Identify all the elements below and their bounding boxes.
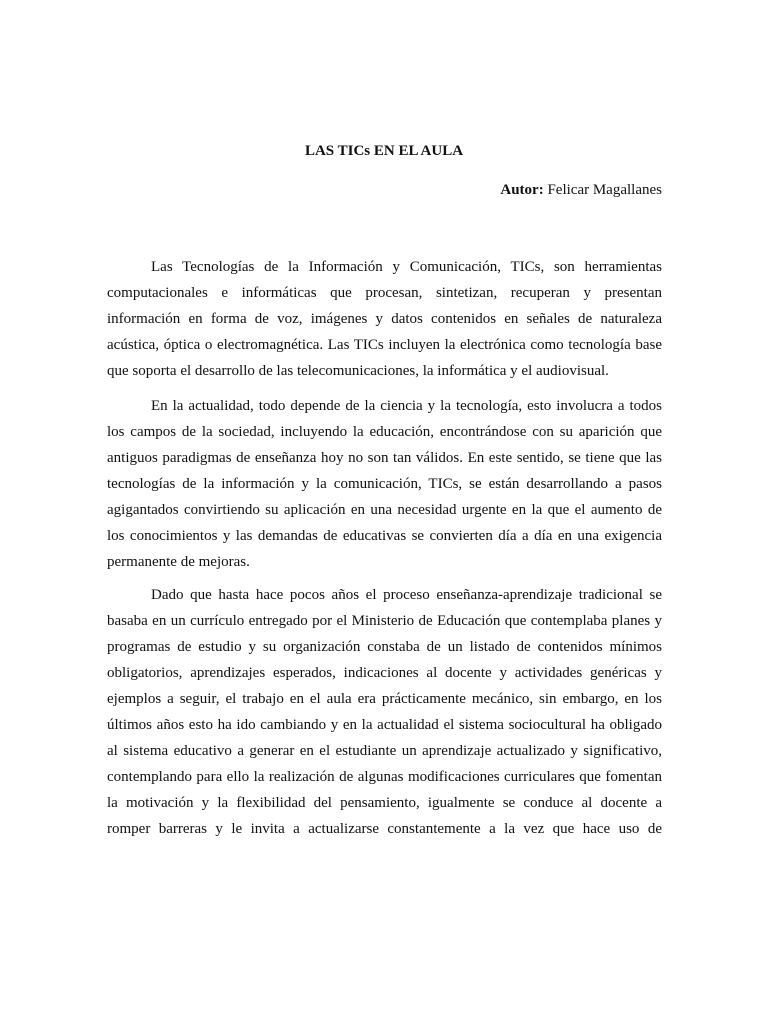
paragraph-line: agigantados convirtiendo su aplicación en una necesidad urgente en la que el aumento de	[107, 502, 662, 518]
paragraph-line: al sistema educativo a generar en el estudiante un aprendizaje actualizado y significativo,	[107, 743, 662, 759]
paragraph-line: información en forma de voz, imágenes y datos contenidos en señales de naturaleza	[107, 311, 662, 327]
paragraph-line: ejemplos a seguir, el trabajo en el aula era prácticamente mecánico, sin embargo, en los	[107, 691, 662, 707]
author-label: Autor:	[500, 182, 544, 198]
paragraph-2	[107, 393, 662, 575]
paragraph-line: Dado que hasta hace pocos años el proceso enseñanza-aprendizaje tradicional se	[151, 587, 662, 603]
paragraph-line: los campos de la sociedad, incluyendo la educación, encontrándose con su aparición que	[107, 424, 662, 440]
paragraph-line: programas de estudio y su organización constaba de un listado de contenidos mínimos	[107, 639, 662, 655]
author-name: Felicar Magallanes	[547, 182, 662, 198]
paragraph-line: obligatorios, aprendizajes esperados, indicaciones al docente y actividades genéricas y	[107, 665, 662, 681]
paragraph-line: los conocimientos y las demandas de educativas se convierten día a día en una exigencia	[107, 528, 662, 544]
paragraph-line: romper barreras y le invita a actualizarse constantemente a la vez que hace uso de	[107, 821, 662, 837]
paragraph-3	[107, 582, 662, 842]
document-title: LAS TICs EN EL AULA	[304, 143, 464, 159]
paragraph-line: Las Tecnologías de la Información y Comunicación, TICs, son herramientas	[151, 259, 662, 275]
paragraph-line: últimos años esto ha ido cambiando y en la actualidad el sistema sociocultural ha obligado	[107, 717, 662, 733]
paragraph-line: que soporta el desarrollo de las telecomunicaciones, la informática y el audiovisual.	[107, 363, 609, 379]
paragraph-line: antiguos paradigmas de enseñanza hoy no son tan válidos. En este sentido, se tiene que las	[107, 450, 662, 466]
author-line	[500, 180, 662, 200]
paragraph-line: contemplando para ello la realización de algunas modificaciones curriculares que fomentan	[107, 769, 662, 785]
paragraph-line: computacionales e informáticas que procesan, sintetizan, recuperan y presentan	[107, 285, 662, 301]
paragraph-line: En la actualidad, todo depende de la ciencia y la tecnología, esto involucra a todos	[151, 398, 662, 414]
paragraph-line: la motivación y la flexibilidad del pensamiento, igualmente se conduce al docente a	[107, 795, 662, 811]
paragraph-line: permanente de mejoras.	[107, 554, 250, 570]
paragraph-1	[107, 254, 662, 384]
paragraph-line: basaba en un currículo entregado por el Ministerio de Educación que contemplaba planes y	[107, 613, 662, 629]
paragraph-line: acústica, óptica o electromagnética. Las TICs incluyen la electrónica como tecnología base	[107, 337, 662, 353]
paragraph-line: tecnologías de la información y la comunicación, TICs, se están desarrollando a pasos	[107, 476, 662, 492]
